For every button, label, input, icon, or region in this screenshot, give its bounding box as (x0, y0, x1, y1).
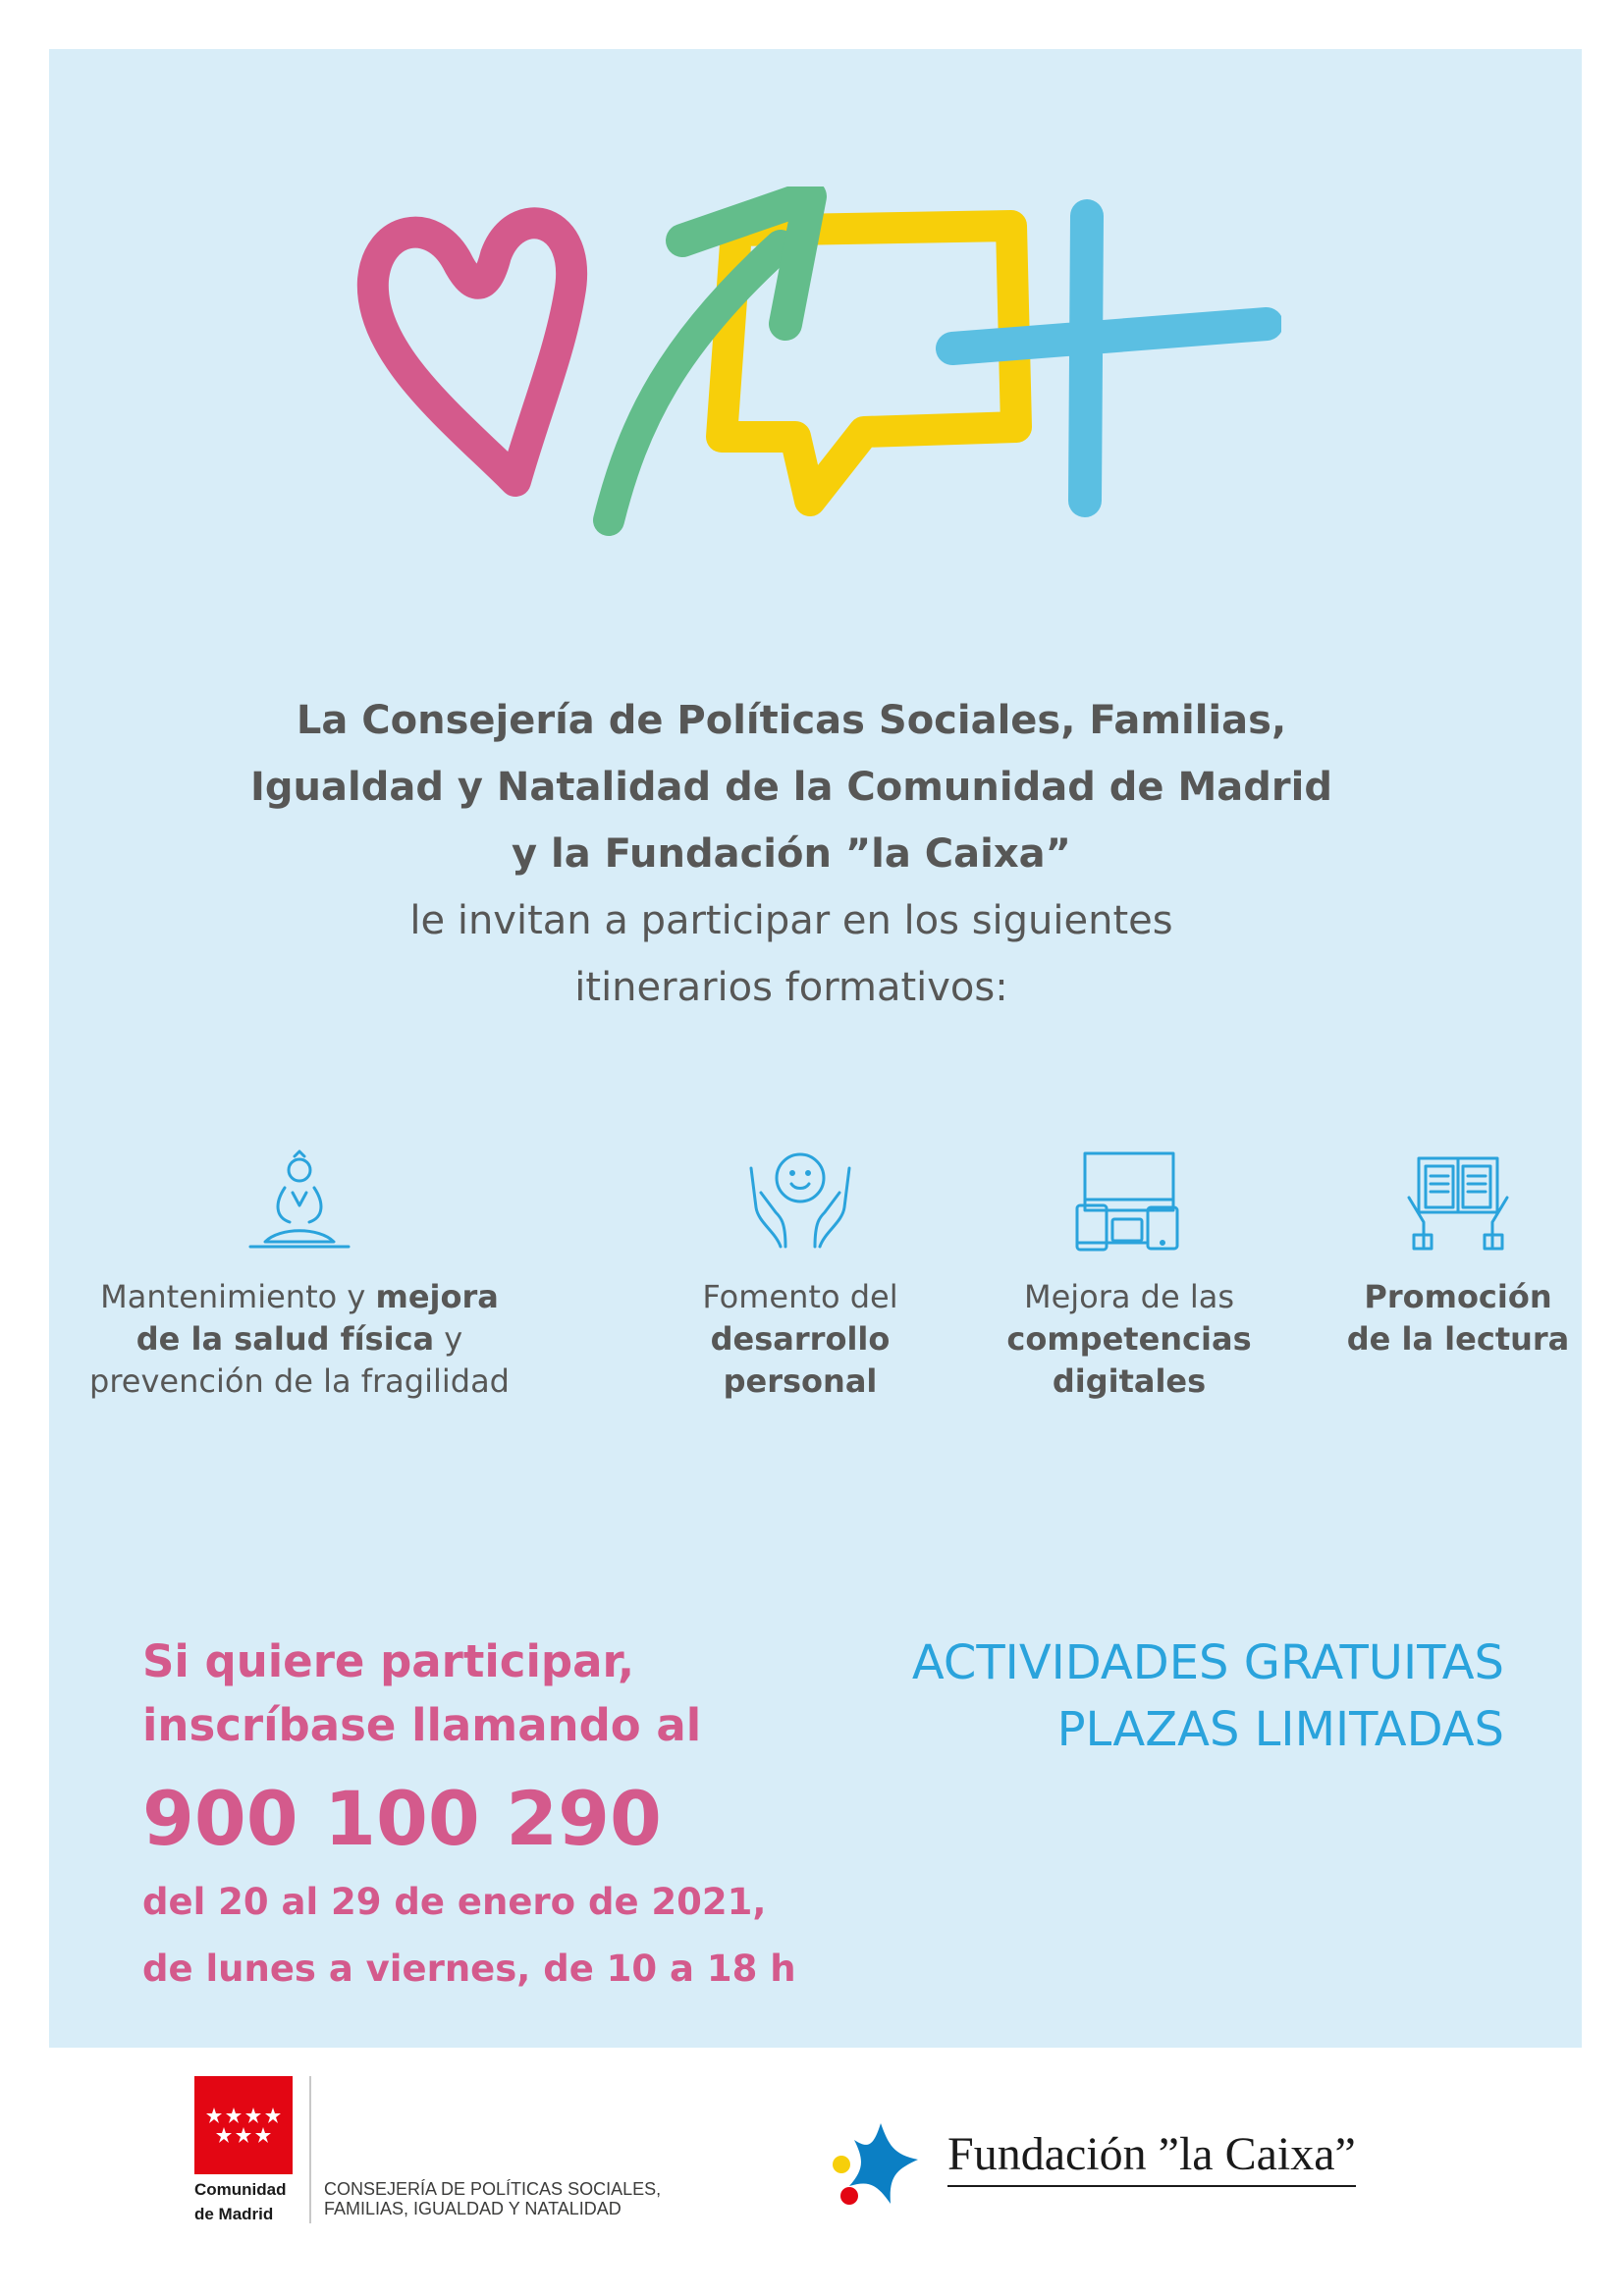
health-text-post1: y (434, 1320, 463, 1358)
health-text-bold1: mejora (375, 1278, 499, 1315)
hands-smile-icon (746, 1148, 854, 1256)
meditation-icon (245, 1148, 353, 1256)
intro-line-2: Igualdad y Natalidad de la Comunidad de Madrid (250, 765, 1332, 810)
itinerary-health (79, 1148, 520, 1403)
itinerary-reading-text (1296, 1276, 1620, 1361)
phone-number[interactable]: 900 100 290 (142, 1775, 662, 1862)
arrow-icon (609, 245, 781, 520)
cm-name-line-2: de Madrid (194, 2205, 274, 2223)
fundacion-la-caixa-logo (820, 2115, 1429, 2223)
dates-line-1: del 20 al 29 de enero de 2021, (142, 1881, 767, 1923)
itineraries-row (79, 1148, 1570, 1423)
devices-icon (1075, 1148, 1183, 1256)
stars-icon (194, 2076, 293, 2174)
reading-text-bold2: de la lectura (1346, 1320, 1570, 1358)
registration-info (142, 1629, 796, 1997)
health-text-post2: prevención de la fragilidad (89, 1362, 510, 1400)
intro-line-4: le invitan a participar en los siguientes (409, 898, 1173, 943)
intro-text (157, 687, 1426, 1021)
digital-text-pre: Mejora de las (1023, 1278, 1235, 1315)
cta-line-2: inscríbase llamando al (142, 1699, 702, 1751)
health-text-pre: Mantenimiento y (100, 1278, 376, 1315)
intro-line-5: itinerarios formativos: (574, 965, 1008, 1010)
hero-illustration (349, 187, 1281, 540)
department-name (324, 2179, 661, 2218)
book-icon (1404, 1148, 1512, 1256)
notice-line-2: PLAZAS LIMITADAS (1056, 1702, 1504, 1757)
intro-line-1: La Consejería de Políticas Sociales, Familias, (296, 698, 1287, 743)
personal-text-bold1: desarrollo (710, 1320, 891, 1358)
dept-line-1: CONSEJERÍA DE POLÍTICAS SOCIALES, (324, 2179, 662, 2199)
reading-text-bold1: Promoción (1364, 1278, 1552, 1315)
itinerary-health-text (79, 1276, 520, 1403)
notice-line-1: ACTIVIDADES GRATUITAS (911, 1635, 1504, 1690)
personal-text-bold2: personal (723, 1362, 878, 1400)
itinerary-personal (638, 1148, 962, 1403)
notice (912, 1629, 1504, 1763)
health-text-bold2: de la salud física (135, 1320, 435, 1358)
caixa-star-icon (820, 2115, 928, 2223)
madrid-flag-icon (194, 2076, 293, 2174)
intro-line-3: y la Fundación ”la Caixa” (512, 831, 1071, 877)
personal-text-pre: Fomento del (702, 1278, 898, 1315)
heart-icon (373, 223, 571, 481)
itinerary-reading (1296, 1148, 1620, 1361)
itinerary-digital (967, 1148, 1291, 1403)
dept-line-2: FAMILIAS, IGUALDAD Y NATALIDAD (324, 2199, 622, 2218)
fundacion-name: Fundación ”la Caixa” (947, 2127, 1356, 2187)
cta-line-1: Si quiere participar, (142, 1635, 635, 1687)
itinerary-digital-text (967, 1276, 1291, 1403)
cm-name-line-1: Comunidad (194, 2180, 287, 2199)
digital-text-bold2: digitales (1052, 1362, 1207, 1400)
dates-line-2: de lunes a viernes, de 10 a 18 h (142, 1948, 796, 1990)
itinerary-personal-text (638, 1276, 962, 1403)
digital-text-bold1: competencias (1006, 1320, 1252, 1358)
comunidad-madrid-logo (194, 2076, 293, 2223)
logo-divider (309, 2076, 311, 2223)
